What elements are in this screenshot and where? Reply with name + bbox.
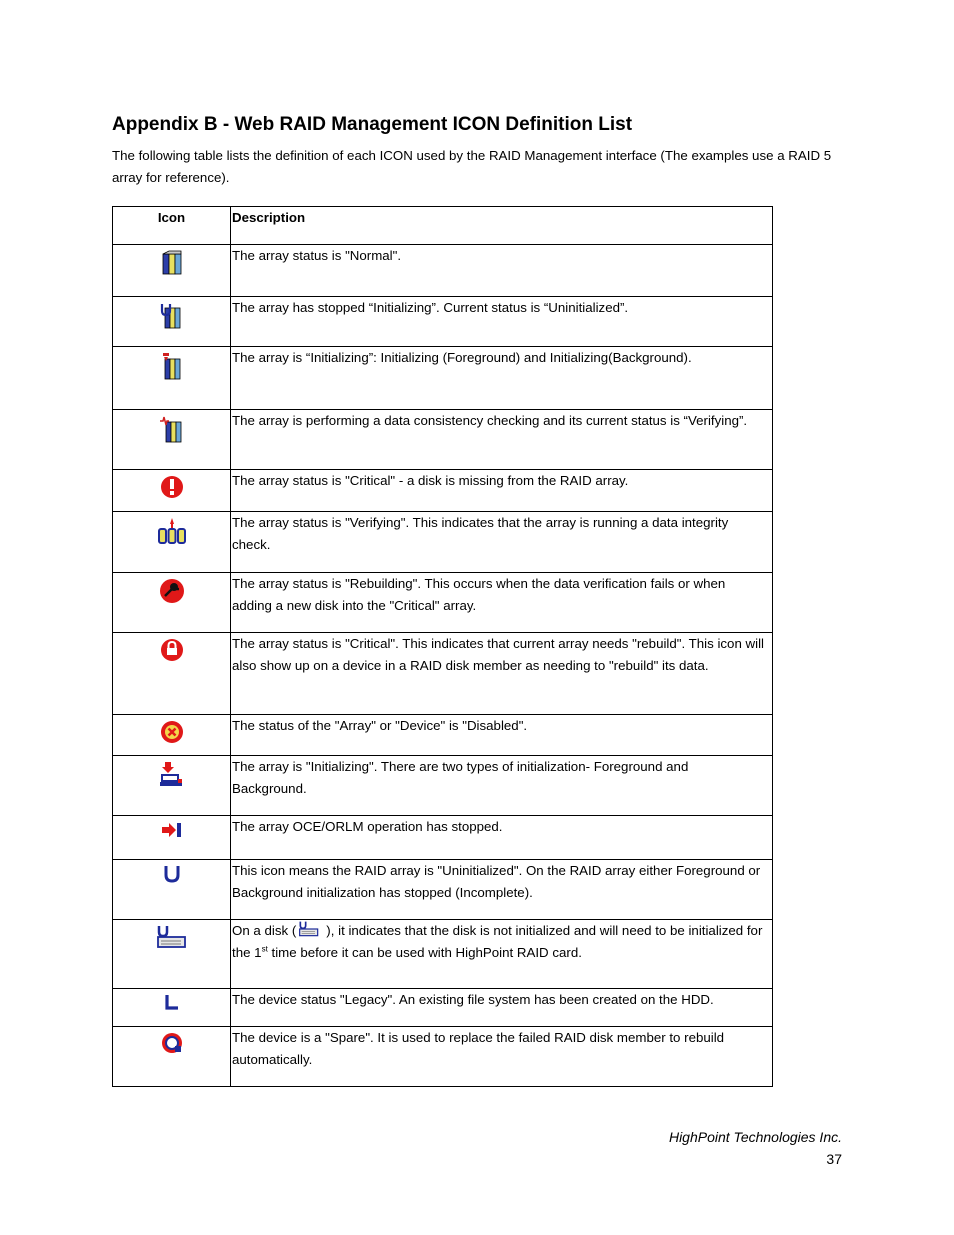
icon-definition-table <box>112 206 773 1087</box>
column-header-description: Description <box>231 207 773 245</box>
table-row <box>113 410 773 470</box>
table-row <box>113 1027 773 1087</box>
table-row <box>113 245 773 297</box>
row-description: The array is "Initializing". There are two types of initialization- Foreground and Background. <box>231 756 773 816</box>
table-row <box>113 860 773 920</box>
oce-stopped-icon <box>161 821 183 839</box>
disk-uninitialized-icon <box>298 921 320 937</box>
row-description: The status of the "Array" or "Device" is "Disabled". <box>231 715 773 756</box>
table-row <box>113 816 773 860</box>
row-description: The array is performing a data consistency checking and its current status is “Verifying”. <box>231 410 773 470</box>
page-number: 37 <box>826 1151 842 1167</box>
initializing-status-icon <box>160 761 184 787</box>
critical-rebuild-icon <box>160 638 184 662</box>
array-uninitialized-stopped-icon <box>160 302 184 332</box>
row-description: This icon means the RAID array is "Uninitialized". On the RAID array either Foreground or Background initialization has stopped (Incomplete). <box>231 860 773 920</box>
table-row <box>113 297 773 347</box>
table-row <box>113 573 773 633</box>
row-description: The array has stopped “Initializing”. Current status is “Uninitialized”. <box>231 297 773 347</box>
table-row <box>113 512 773 573</box>
array-verifying-icon <box>159 415 185 445</box>
legacy-icon <box>165 994 179 1010</box>
table-row <box>113 920 773 989</box>
table-row <box>113 989 773 1027</box>
row-description: The array is “Initializing”: Initializing (Foreground) and Initializing(Background). <box>231 347 773 410</box>
column-header-icon: Icon <box>113 207 231 245</box>
spare-icon <box>161 1032 183 1054</box>
intro-paragraph: The following table lists the definition of each ICON used by the RAID Management interface (The examples use a RAID 5 array for reference). <box>112 148 832 185</box>
uninitialized-u-icon <box>164 865 180 883</box>
row-description: The array status is "Verifying". This indicates that the array is running a data integrity check. <box>231 512 773 573</box>
disk-uninitialized-icon <box>157 925 187 949</box>
array-normal-icon <box>161 250 183 278</box>
row-description: The device status "Legacy". An existing file system has been created on the HDD. <box>231 989 773 1027</box>
row-description: The array status is "Critical" - a disk is missing from the RAID array. <box>231 470 773 512</box>
row-description: The array status is "Normal". <box>231 245 773 297</box>
row-description: The array OCE/ORLM operation has stopped. <box>231 816 773 860</box>
table-row <box>113 347 773 410</box>
row-description: The array status is "Rebuilding". This occurs when the data verification fails or when adding a new disk into the "Critical" array. <box>231 573 773 633</box>
company-name: HighPoint Technologies Inc. <box>668 1129 842 1145</box>
table-row <box>113 470 773 512</box>
row-description: The array status is "Critical". This indicates that current array needs "rebuild". This icon will also show up on a device in a RAID disk member as needing to "rebuild" its data. <box>231 633 773 715</box>
table-row <box>113 715 773 756</box>
page-footer <box>669 1126 842 1170</box>
disabled-icon <box>160 720 184 744</box>
table-row <box>113 633 773 715</box>
table-header-row <box>113 207 773 245</box>
rebuilding-icon <box>159 578 185 604</box>
row-description: The device is a "Spare". It is used to replace the failed RAID disk member to rebuild automatically. <box>231 1027 773 1087</box>
critical-missing-icon <box>160 475 184 499</box>
page-title: Appendix B - Web RAID Management ICON Definition List <box>112 114 633 135</box>
row-description: On a disk ( ), it indicates that the disk is not initialized and will need to be initialized for the 1st time before it can be used with HighPoint RAID card. <box>231 920 773 989</box>
table-row <box>113 756 773 816</box>
array-initializing-icon <box>160 352 184 382</box>
verifying-status-icon <box>158 517 186 545</box>
